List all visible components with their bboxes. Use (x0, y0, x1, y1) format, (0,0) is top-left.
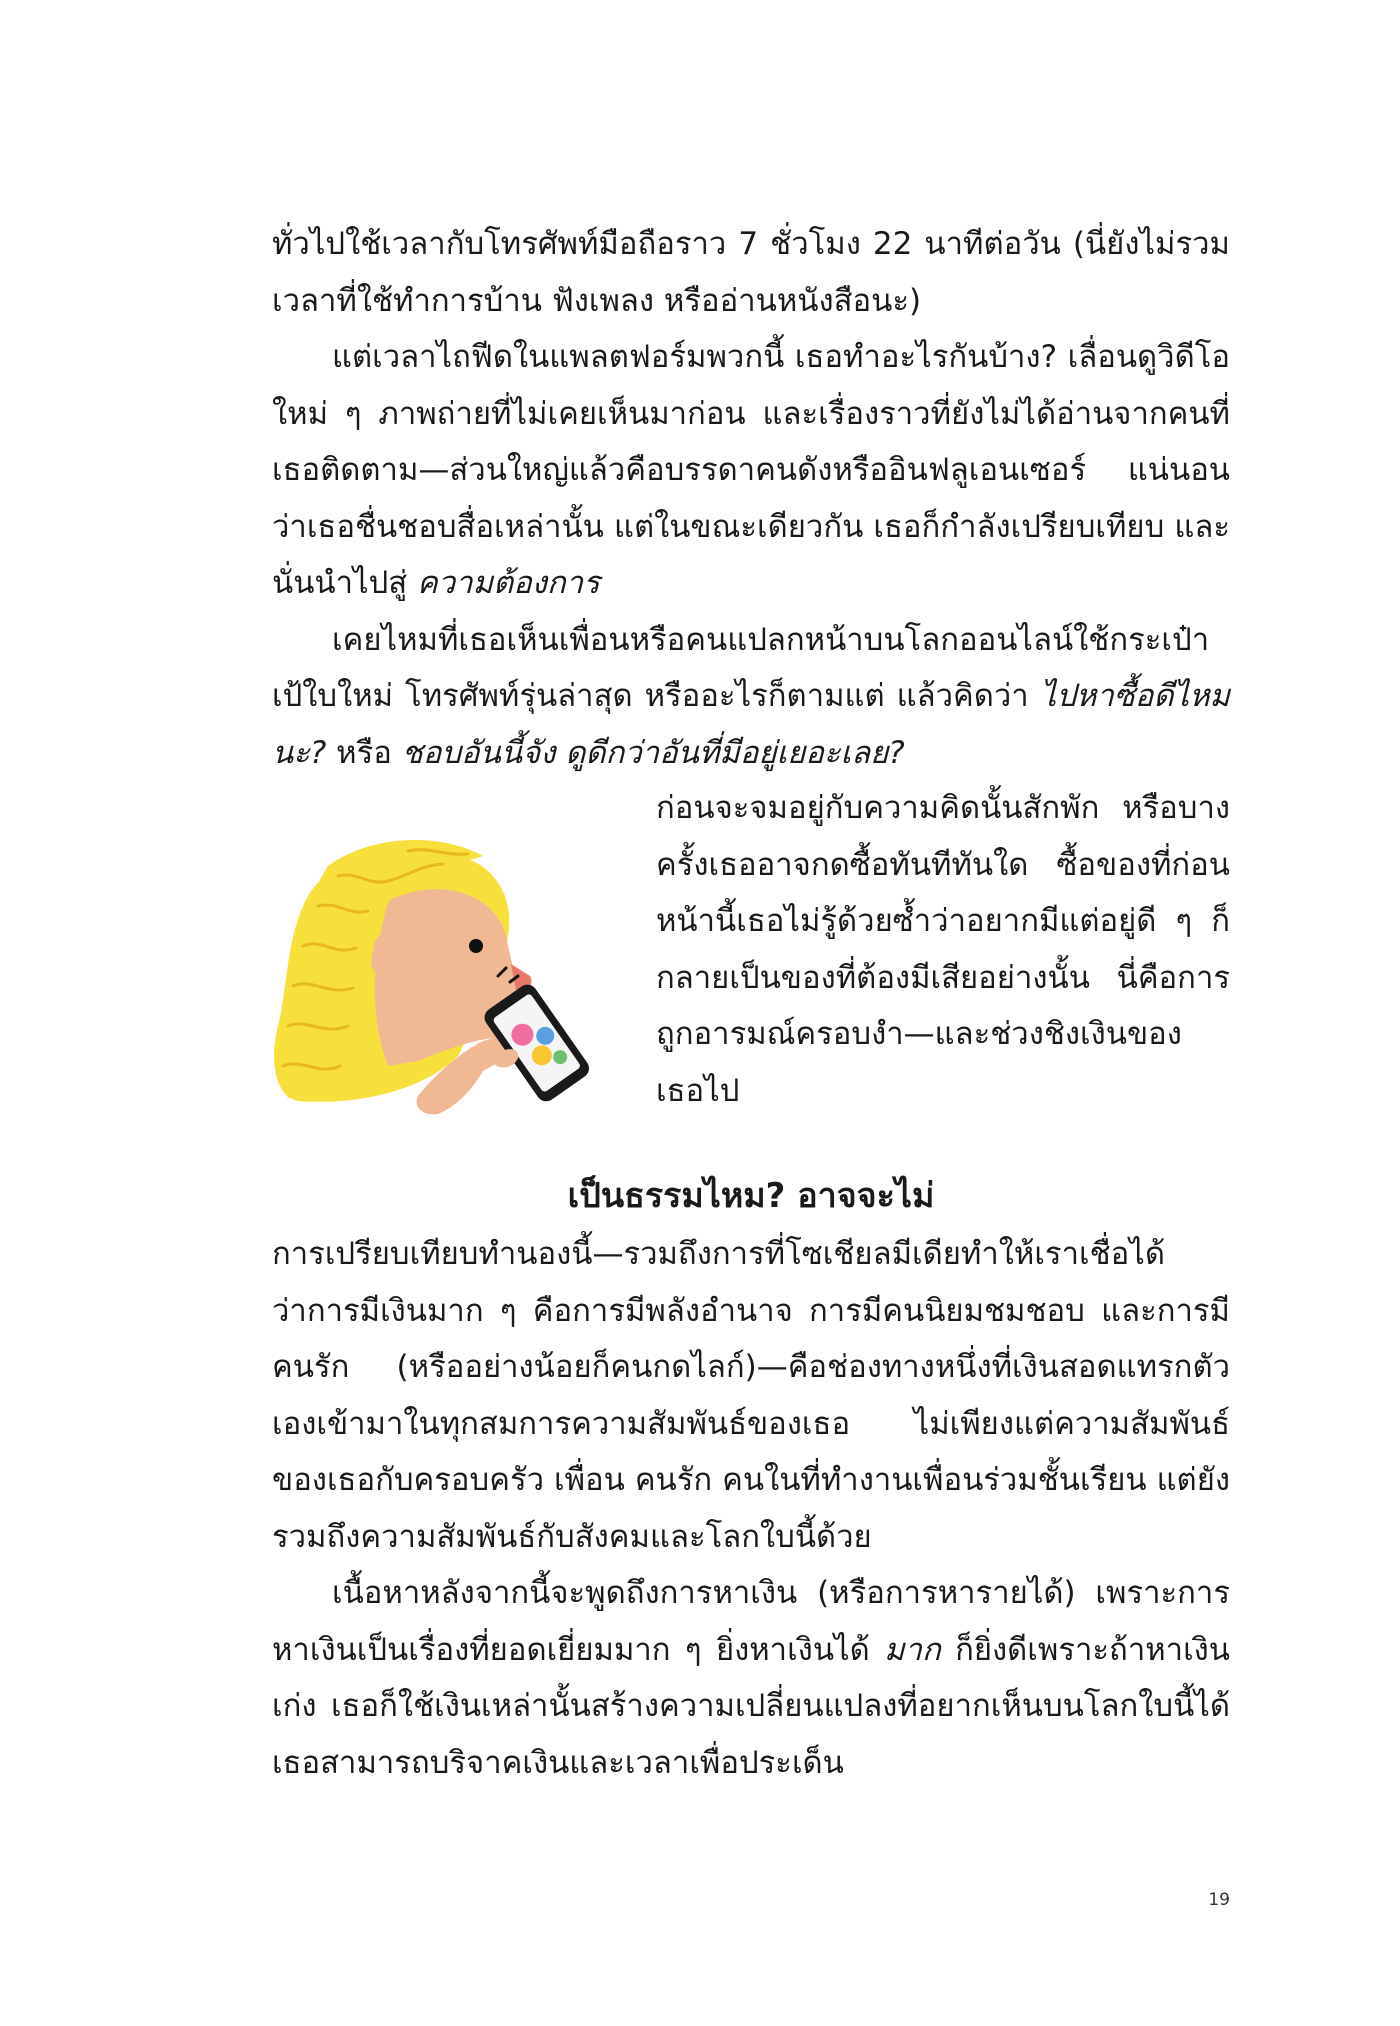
paragraph-1 (272, 216, 1230, 329)
paragraph-5 (272, 1226, 1230, 1565)
paragraph-2 (272, 329, 1230, 612)
paragraph-6-text: เนื้อหาหลังจากนี้จะพูดถึงการหาเงิน (หรือการหารายได้) เพราะการหาเงินเป็นเรื่องที่ยอดเยี่ยมมาก ๆ ยิ่งหาเงินได้ (272, 1575, 1230, 1668)
body-text-top (272, 216, 1230, 781)
paragraph-6-text-2: ก็ยิ่งดีเพราะถ้าหาเงินเก่ง เธอก็ใช้เงินเหล่านั้นสร้างความเปลี่ยนแปลงที่อยากเห็นบนโลกใบนี้ได้ เธอสามารถบริจาคเงินและเวลาเพื่อประเด็น (272, 1631, 1230, 1781)
body-text-bottom (272, 1226, 1230, 1791)
section-heading: เป็นธรรมไหม? อาจจะไม่ (567, 1176, 935, 1216)
paragraph-6 (272, 1565, 1230, 1791)
paragraph-6-italic: มาก (884, 1631, 941, 1668)
eye (469, 939, 483, 953)
paragraph-2-italic: ความต้องการ (417, 565, 600, 601)
paragraph-3-italic-2: ชอบอันนี้จัง ดูดีกว่าอันที่มีอยู่เยอะเลย? (401, 734, 905, 771)
girl-with-phone-illustration (268, 826, 628, 1116)
body-text-wrap (656, 780, 1230, 1119)
paragraph-4: ก่อนจะจมอยู่กับความคิดนั้นสักพัก หรือบางครั้งเธออาจกดซื้อทันทีทันใด ซื้อของที่ก่อนหน้านี้เธอไม่รู้ด้วยซ้ำว่าอยากมีแต่อยู่ดี ๆ ก็กลายเป็นของที่ต้องมีเสียอย่างนั้น นี่คือการถูกอารมณ์ครอบงำ—และช่วงชิงเงินของเธอไป (656, 790, 1230, 1109)
paragraph-2-text: แต่เวลาไถฟีดในแพลตฟอร์มพวกนี้ เธอทำอะไรกันบ้าง? เลื่อนดูวิดีโอใหม่ ๆ ภาพถ่ายที่ไม่เคยเห็นมาก่อน และเรื่องราวที่ยังไม่ได้อ่านจากคนที่เธอติดตาม—ส่วนใหญ่แล้วคือบรรดาคนดังหรืออินฟลูเอนเซอร์ แน่นอนว่าเธอชื่นชอบสื่อเหล่านั้น แต่ในขณะเดียวกัน เธอก็กำลังเปรียบเทียบ และนั่นนำไปสู่ (272, 339, 1230, 601)
paragraph-3-text: เคยไหมที่เธอเห็นเพื่อนหรือคนแปลกหน้าบนโลกออนไลน์ใช้กระเป๋าเป้ใบใหม่ โทรศัพท์รุ่นล่าสุด หรืออะไรก็ตามแต่ แล้วคิดว่า (272, 621, 1210, 714)
page-number: 19 (1208, 1890, 1230, 1910)
paragraph-1-text: ทั่วไปใช้เวลากับโทรศัพท์มือถือราว 7 ชั่วโมง 22 นาทีต่อวัน (นี่ยังไม่รวมเวลาที่ใช้ทำการบ้าน ฟังเพลง หรืออ่านหนังสือนะ) (272, 226, 1230, 319)
paragraph-3-italic-1: ไปหาซื้อดีไหมนะ? (272, 678, 1230, 771)
paragraph-5-text: การเปรียบเทียบทำนองนี้—รวมถึงการที่โซเชียลมีเดียทำให้เราเชื่อได้ว่าการมีเงินมาก ๆ คือการมีพลังอำนาจ การมีคนนิยมชมชอบ และการมีคนรัก (หรืออย่างน้อยก็คนกดไลก์)—คือช่องทางหนึ่งที่เงินสอดแทรกตัวเองเข้ามาในทุกสมการความสัมพันธ์ของเธอ ไม่เพียงแต่ความสัมพันธ์ของเธอกับครอบครัว เพื่อน คนรัก คนในที่ทำงานเพื่อนร่วมชั้นเรียน แต่ยังรวมถึงความสัมพันธ์กับสังคมและโลกใบนี้ด้วย (272, 1236, 1230, 1555)
paragraph-3-text-2: หรือ (326, 734, 402, 771)
paragraph-3 (272, 612, 1230, 782)
